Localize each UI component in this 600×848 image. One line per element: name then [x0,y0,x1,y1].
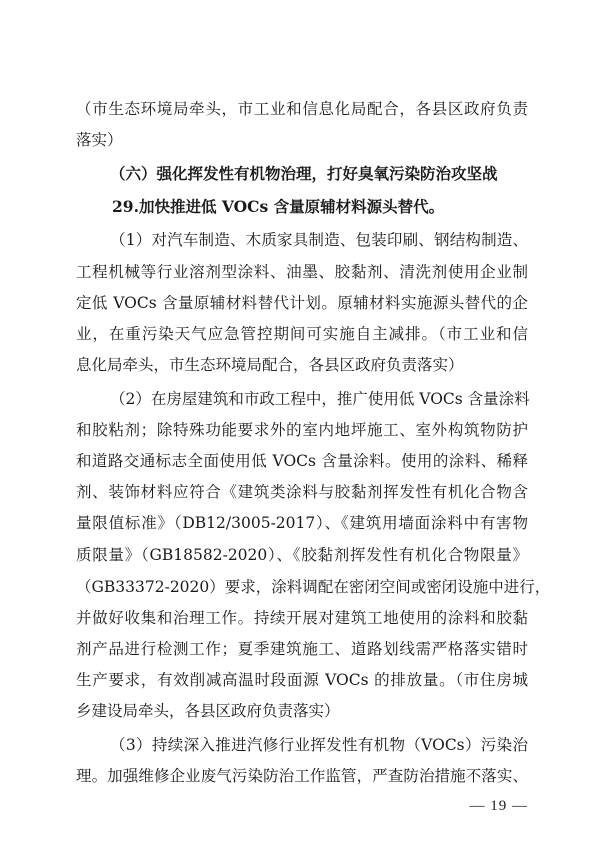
text-line: 和胶粘剂；除特殊功能要求外的室内地坪施工、室外构筑物防护 [76,421,528,439]
text-line: 量限值标准》（DB12/3005-2017）、《建筑用墙面涂料中有害物 [76,514,528,532]
text-line: 落实） [76,131,123,149]
text-line: 工程机械等行业溶剂型涂料、油墨、胶黏剂、清洗剂使用企业制 [76,263,528,281]
text-line: 剂产品进行检测工作；夏季建筑施工、道路划线需严格落实错时 [76,640,528,658]
text-line: （市生态环境局牵头，市工业和信息化局配合，各县区政府负责 [76,100,528,118]
text-line: （3）持续深入推进汽修行业挥发性有机物（VOCs）污染治 [110,736,528,754]
text-line: 和道路交通标志全面使用低 VOCs 含量涂料。使用的涂料、稀释 [76,452,528,470]
text-line: 息化局牵头，市生态环境局配合，各县区政府负责落实） [76,356,464,374]
text-line: 质限量》（GB18582-2020）、《胶黏剂挥发性有机化合物限量》 [76,546,528,564]
text-line: （1）对汽车制造、木质家具制造、包装印刷、钢结构制造、 [110,231,528,249]
text-line: 定低 VOCs 含量原辅材料替代计划。原辅材料实施源头替代的企 [76,294,528,312]
text-line: （GB33372-2020）要求，涂料调配在密闭空间或密闭设施中进行， [76,578,551,596]
text-line: 并做好收集和治理工作。持续开展对建筑工地使用的涂料和胶黏 [76,609,528,627]
section-heading: （六）强化挥发性有机物治理，打好臭氧污染防治攻坚战 [110,164,498,183]
text-line: 乡建设局牵头，各县区政府负责落实） [76,702,340,720]
text-line: 生产要求，有效削减高温时段面源 VOCs 的排放量。（市住房城 [76,671,528,689]
page-number: — 19 — [469,798,528,814]
text-line: 剂、装饰材料应符合《建筑类涂料与胶黏剂挥发性有机化合物含 [76,483,528,501]
text-line: 业，在重污染天气应急管控期间可实施自主减排。（市工业和信 [76,325,528,343]
item-heading: 29.加快推进低 VOCs 含量原辅材料源头替代。 [112,197,445,216]
text-line: 理。加强维修企业废气污染防治工作监管，严查防治措施不落实、 [76,767,528,785]
text-line: （2）在房屋建筑和市政工程中，推广使用低 VOCs 含量涂料 [110,390,530,408]
